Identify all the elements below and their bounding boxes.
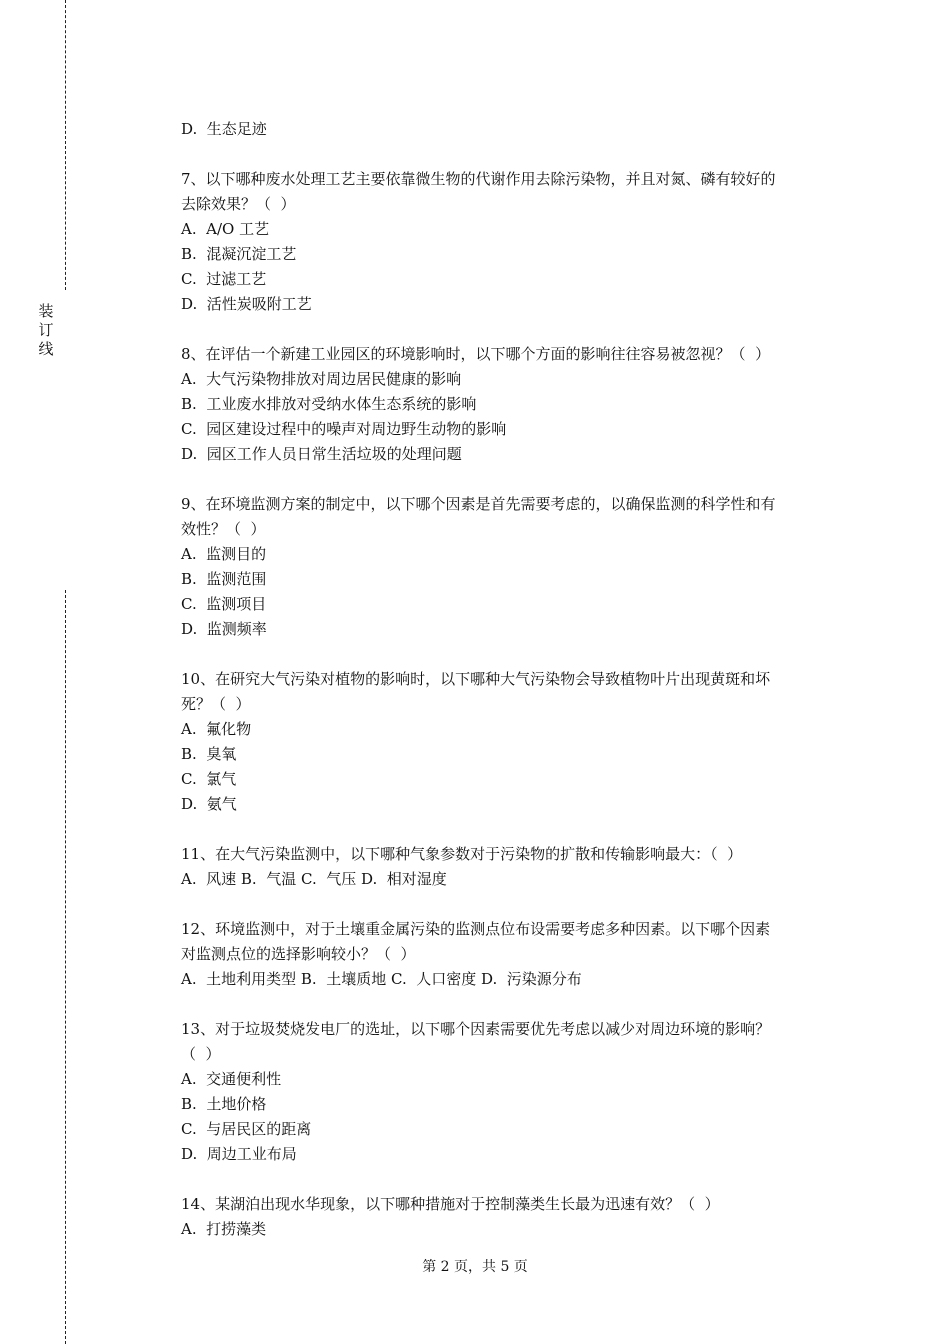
spacer (181, 817, 841, 842)
question-text: 对监测点位的选择影响较小？（ ） (181, 945, 416, 963)
answer-option: C. 园区建设过程中的噪声对周边野生动物的影响 (181, 420, 507, 438)
spacer (181, 892, 841, 917)
answer-option: D. 监测频率 (181, 620, 267, 638)
question-content (181, 117, 841, 1242)
spacer (181, 317, 841, 342)
answer-option: B. 混凝沉淀工艺 (181, 245, 297, 263)
answer-option: D. 氨气 (181, 795, 237, 813)
answer-option: D. 园区工作人员日常生活垃圾的处理问题 (181, 445, 462, 463)
answer-option: C. 监测项目 (181, 595, 267, 613)
binding-line-bottom (65, 590, 66, 1344)
answer-option: D. 活性炭吸附工艺 (181, 295, 312, 313)
question-text: 效性？（ ） (181, 520, 266, 538)
answer-option: B. 工业废水排放对受纳水体生态系统的影响 (181, 395, 477, 413)
page-footer: 第 2 页，共 5 页 (422, 1259, 528, 1275)
answer-option: C. 与居民区的距离 (181, 1120, 312, 1138)
answer-option: A. 打捞藻类 (181, 1220, 267, 1238)
binding-label: 装订线 (38, 302, 54, 358)
question-text: 11、在大气污染监测中，以下哪种气象参数对于污染物的扩散和传输影响最大：（ ） (181, 845, 743, 863)
answer-option: B. 土地价格 (181, 1095, 267, 1113)
binding-line-top (65, 0, 66, 290)
answer-option: C. 过滤工艺 (181, 270, 267, 288)
answer-option: A. A/O 工艺 (181, 220, 270, 238)
answer-option: A. 大气污染物排放对周边居民健康的影响 (181, 370, 462, 388)
answer-option: A. 风速 B. 气温 C. 气压 D. 相对湿度 (181, 870, 447, 888)
answer-option: A. 交通便利性 (181, 1070, 282, 1088)
question-text: 10、在研究大气污染对植物的影响时，以下哪种大气污染物会导致植物叶片出现黄斑和坏 (181, 670, 771, 688)
answer-option: D. 周边工业布局 (181, 1145, 297, 1163)
question-text: 7、以下哪种废水处理工艺主要依靠微生物的代谢作用去除污染物，并且对氮、磷有较好的 (181, 170, 776, 188)
answer-option: D. 生态足迹 (181, 120, 267, 138)
question-text: （ ） (181, 1045, 221, 1063)
answer-option: C. 氯气 (181, 770, 237, 788)
question-text: 去除效果？（ ） (181, 195, 296, 213)
question-text: 13、对于垃圾焚烧发电厂的选址，以下哪个因素需要优先考虑以减少对周边环境的影响？ (181, 1020, 771, 1038)
spacer (181, 642, 841, 667)
spacer (181, 992, 841, 1017)
answer-option: B. 监测范围 (181, 570, 267, 588)
question-text: 死？（ ） (181, 695, 251, 713)
spacer (181, 142, 841, 167)
question-text: 9、在环境监测方案的制定中，以下哪个因素是首先需要考虑的，以确保监测的科学性和有 (181, 495, 776, 513)
question-text: 12、环境监测中，对于土壤重金属污染的监测点位布设需要考虑多种因素。以下哪个因素 (181, 920, 771, 938)
question-text: 14、某湖泊出现水华现象，以下哪种措施对于控制藻类生长最为迅速有效？（ ） (181, 1195, 720, 1213)
question-text: 8、在评估一个新建工业园区的环境影响时，以下哪个方面的影响往往容易被忽视？（ ） (181, 345, 771, 363)
answer-option: A. 氟化物 (181, 720, 252, 738)
spacer (181, 1167, 841, 1192)
answer-option: A. 监测目的 (181, 545, 267, 563)
answer-option: A. 土地利用类型 B. 土壤质地 C. 人口密度 D. 污染源分布 (181, 970, 582, 988)
spacer (181, 467, 841, 492)
answer-option: B. 臭氧 (181, 745, 237, 763)
